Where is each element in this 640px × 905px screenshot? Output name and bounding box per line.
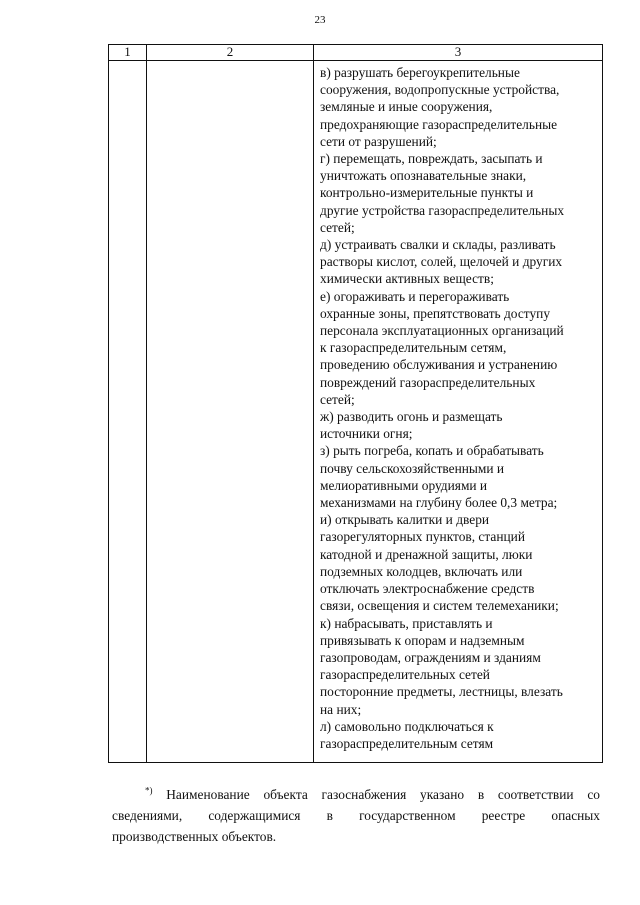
table-header-row bbox=[109, 45, 603, 61]
footnote-line-1 bbox=[112, 784, 600, 805]
list-item-line: привязывать к опорам и надземным bbox=[320, 632, 525, 648]
column-header-3: 3 bbox=[314, 45, 603, 61]
list-item-line: л) самовольно подключаться к bbox=[320, 718, 494, 734]
list-item-line: газораспределительных сетей bbox=[320, 667, 490, 683]
list-item-line: мелиоративными орудиями и bbox=[320, 477, 488, 493]
table-cell-col3 bbox=[314, 61, 603, 763]
regulation-table bbox=[108, 44, 603, 763]
list-item-line: г) перемещать, повреждать, засыпать и bbox=[320, 151, 543, 167]
list-item-line: газопроводам, ограждениям и зданиям bbox=[320, 649, 541, 665]
list-item-line: земляные и иные сооружения, bbox=[320, 99, 493, 115]
list-item-line: уничтожать опознавательные знаки, bbox=[320, 168, 527, 184]
footnote bbox=[112, 784, 600, 847]
table-cell-col2 bbox=[147, 61, 314, 763]
list-item-line: е) огораживать и перегораживать bbox=[320, 288, 510, 304]
list-item-line: механизмами на глубину более 0,3 метра; bbox=[320, 495, 558, 511]
list-item-line: сети от разрушений; bbox=[320, 133, 437, 149]
list-item-line: повреждений газораспределительных bbox=[320, 374, 536, 390]
list-item-line: контрольно-измерительные пункты и bbox=[320, 185, 534, 201]
list-item-line: к газораспределительным сетям, bbox=[320, 340, 507, 356]
page-number: 23 bbox=[314, 14, 326, 26]
list-item-line: химически активных веществ; bbox=[320, 271, 494, 287]
list-item-line: сооружения, водопропускные устройства, bbox=[320, 82, 560, 98]
list-item-line: предохраняющие газораспределительные bbox=[320, 116, 558, 132]
table-row bbox=[109, 61, 603, 763]
list-item-line: катодной и дренажной защиты, люки bbox=[320, 546, 533, 562]
list-item-line: в) разрушать берегоукрепительные bbox=[320, 65, 520, 80]
list-item-line: к) набрасывать, приставлять и bbox=[320, 615, 493, 631]
table-cell-col1 bbox=[109, 61, 147, 763]
list-item-line: и) открывать калитки и двери bbox=[320, 512, 490, 528]
list-item-line: сетей; bbox=[320, 391, 355, 407]
footnote-text-1: Наименование объекта газоснабжения указано в соответствии со bbox=[166, 787, 600, 802]
column-header-1: 1 bbox=[109, 45, 147, 61]
list-item-line: охранные зоны, препятствовать доступу bbox=[320, 305, 551, 321]
footnote-marker: *) bbox=[145, 785, 153, 796]
list-item-line: связи, освещения и систем телемеханики; bbox=[320, 598, 559, 614]
list-item-line: растворы кислот, солей, щелочей и других bbox=[320, 254, 563, 270]
column-header-2: 2 bbox=[147, 45, 314, 61]
list-item-line: газораспределительным сетям bbox=[320, 735, 494, 751]
list-item-line: почву сельскохозяйственными и bbox=[320, 460, 505, 476]
list-item-line: персонала эксплуатационных организаций bbox=[320, 323, 564, 339]
list-item-line: ж) разводить огонь и размещать bbox=[320, 409, 503, 425]
list-item-line: проведению обслуживания и устранению bbox=[320, 357, 558, 373]
list-item-line: д) устраивать свалки и склады, разливать bbox=[320, 237, 556, 253]
list-item-line: другие устройства газораспределительных bbox=[320, 202, 565, 218]
list-item-line: з) рыть погреба, копать и обрабатывать bbox=[320, 443, 544, 459]
footnote-line-3: производственных объектов. bbox=[112, 829, 277, 844]
list-item-line: сетей; bbox=[320, 219, 355, 235]
list-item-line: газорегуляторных пунктов, станций bbox=[320, 529, 526, 545]
prohibitions-list bbox=[314, 61, 602, 752]
list-item-line: посторонние предметы, лестницы, влезать bbox=[320, 684, 563, 700]
list-item-line: источники огня; bbox=[320, 426, 413, 442]
list-item-line: отключать электроснабжение средств bbox=[320, 581, 535, 597]
list-item-line: подземных колодцев, включать или bbox=[320, 563, 523, 579]
list-item-line: на них; bbox=[320, 701, 362, 717]
footnote-line-2: сведениями, содержащимися в государственном реестре опасных bbox=[112, 808, 600, 823]
